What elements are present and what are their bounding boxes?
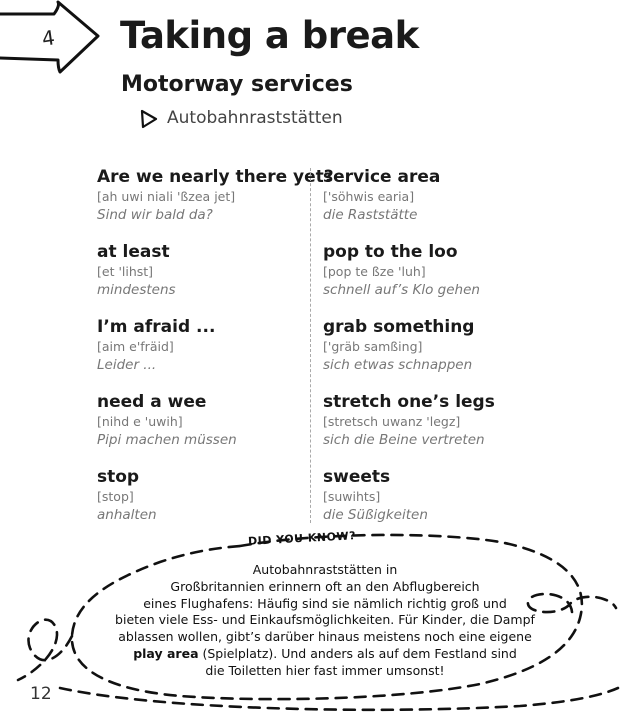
vocab-entry [323, 391, 533, 466]
dyk-line: Autobahnraststätten in [252, 562, 398, 577]
vocab-pronunciation: [stop] [97, 489, 134, 504]
vocab-english: need a wee [97, 392, 207, 412]
column-divider [310, 168, 311, 523]
vocab-english: stop [97, 467, 140, 487]
vocab-pronunciation: [ah uwi niali 'ßzea jet] [97, 189, 236, 204]
dyk-line: eines Flughafens: Häufig sind sie nämlich richtig groß und [143, 595, 507, 611]
vocab-column-right [323, 166, 533, 541]
vocab-pronunciation: [nihd e 'uwih] [97, 414, 183, 429]
vocab-entry [323, 166, 533, 241]
vocab-german: sich etwas schnappen [323, 357, 473, 373]
vocab-english: sweets [323, 467, 391, 487]
dyk-line: Großbritannien erinnern oft an den Abflugbereich [170, 578, 480, 594]
vocab-entry [97, 241, 307, 316]
vocab-english: at least [97, 242, 170, 262]
vocab-german: Leider ... [97, 357, 157, 373]
vocab-german: Pipi machen müssen [97, 432, 237, 448]
section-subtitle: Motorway services [121, 72, 353, 97]
vocab-pronunciation: [stretsch uwanz 'legz] [323, 414, 461, 429]
vocab-entry [323, 241, 533, 316]
vocab-column-left [97, 166, 334, 541]
vocab-english: service area [323, 167, 441, 187]
play-arrow-icon [140, 109, 158, 129]
vocab-english: pop to the loo [323, 242, 458, 262]
dyk-line [85, 646, 565, 663]
dyk-highlight: play area [133, 645, 199, 661]
vocab-entry [323, 316, 533, 391]
vocab-german: schnell auf’s Klo gehen [323, 282, 480, 298]
vocab-entry [97, 391, 307, 466]
vocab-german: die Raststätte [323, 207, 418, 223]
page-number: 12 [30, 684, 52, 704]
vocab-entry [97, 316, 307, 391]
vocab-pronunciation: ['söhwis earia] [323, 189, 415, 204]
dyk-line: ablassen wollen, gibt’s darüber hinaus meistens noch eine eigene [118, 629, 532, 645]
vocab-english: stretch one’s legs [323, 392, 495, 412]
vocab-english: I’m afraid ... [97, 317, 216, 337]
dyk-line: die Toiletten hier fast immer umsonst! [205, 662, 445, 678]
dyk-line: bieten viele Ess- und Einkaufsmöglichkeiten. Für Kinder, die Dampf [115, 612, 535, 628]
vocab-german: Sind wir bald da? [97, 207, 213, 223]
vocab-german: mindestens [97, 282, 176, 298]
vocab-pronunciation: [pop te ßze 'luh] [323, 264, 426, 279]
vocab-german: anhalten [97, 507, 157, 523]
vocab-german: die Süßigkeiten [323, 507, 428, 523]
dyk-line-rest: (Spielplatz). Und anders als auf dem Festland sind [198, 645, 517, 661]
vocab-german: sich die Beine vertreten [323, 432, 485, 448]
vocab-pronunciation: [aim e'fräid] [97, 339, 174, 354]
page-title: Taking a break [120, 14, 419, 57]
chapter-number: 4 [40, 25, 57, 51]
did-you-know-text [85, 562, 565, 680]
vocab-pronunciation: ['gräb samßing] [323, 339, 423, 354]
vocab-pronunciation: [et 'lihst] [97, 264, 154, 279]
vocab-english: Are we nearly there yet? [97, 167, 334, 187]
section-subtitle-german: Autobahnraststätten [167, 108, 343, 128]
vocab-english: grab something [323, 317, 475, 337]
did-you-know-label: DID YOU KNOW? [247, 529, 357, 548]
vocab-entry [97, 166, 334, 241]
vocab-pronunciation: [suwihts] [323, 489, 381, 504]
